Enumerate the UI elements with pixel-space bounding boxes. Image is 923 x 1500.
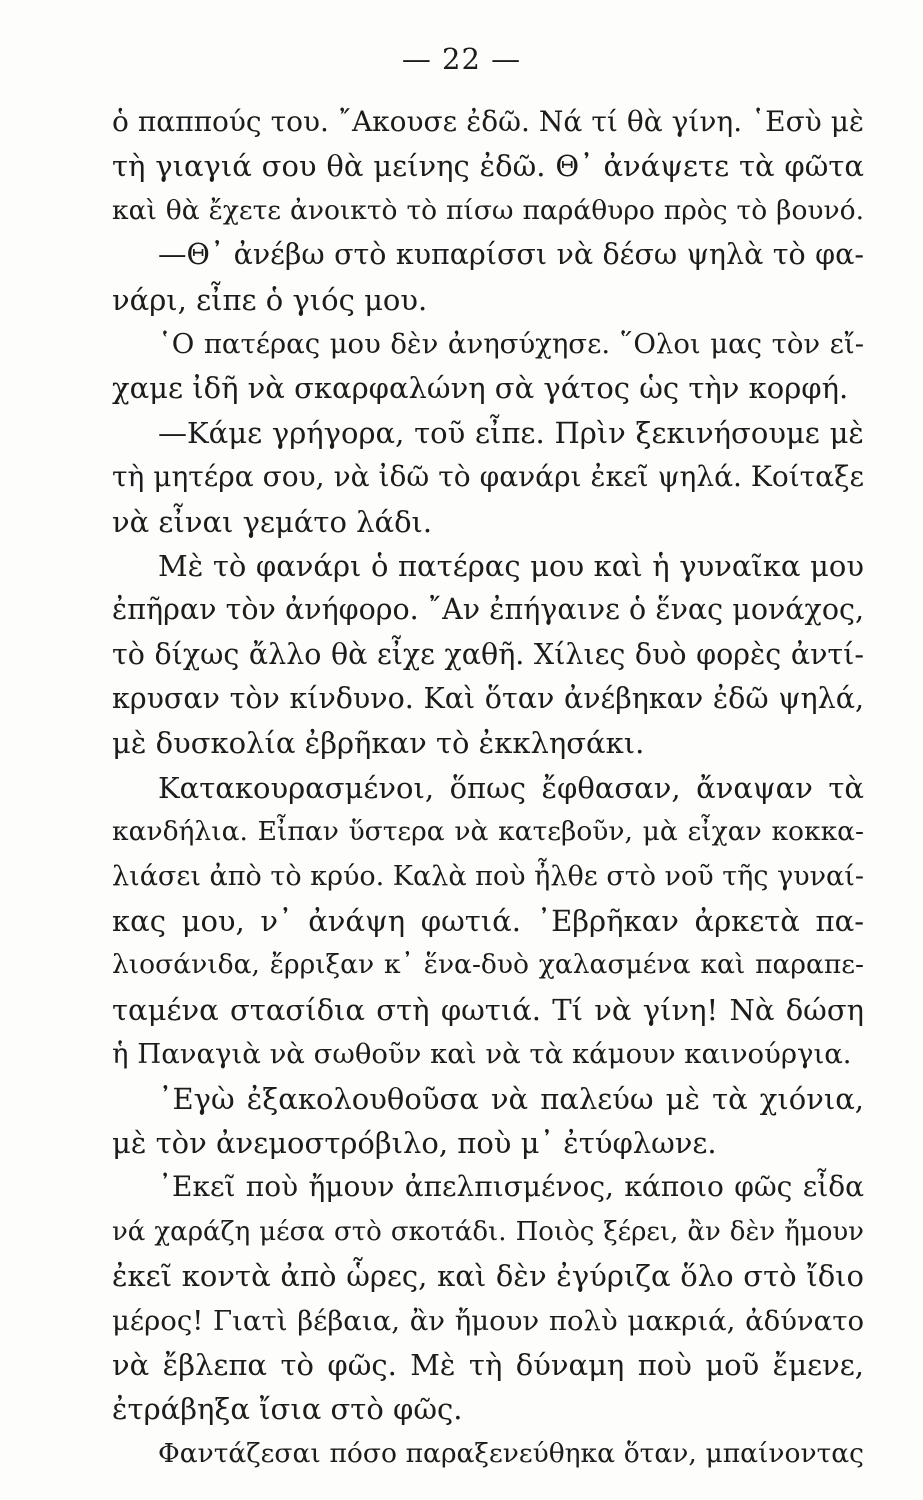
text-line: Κατακουρασμένοι, ὅπως ἔφθασαν, ἄναψαν τὰ — [158, 770, 864, 805]
text-line: ᾿Εκεῖ ποὺ ἤμουν ἀπελπισμένος, κάποιο φῶς εἶδα — [158, 1170, 864, 1204]
text-line: χαμε ἰδῆ νὰ σκαρφαλώνη σὰ γάτος ὡς τὴν κορφή. — [112, 371, 849, 406]
text-line: —Κάμε γρήγορα, τοῦ εἶπε. Πρὶν ξεκινήσουμε μὲ — [158, 415, 864, 450]
text-line: κανδήλια. Εἶπαν ὕστερα νὰ κατεβοῦν, μὰ εἶχαν κοκκα- — [112, 816, 864, 848]
text-line: ἐκεῖ κοντὰ ἀπὸ ὧρες, καὶ δὲν ἐγύριζα ὅλο στὸ ἴδιο — [112, 1259, 864, 1294]
body-text — [112, 100, 864, 1476]
page-number: — 22 — — [401, 42, 522, 76]
text-line: καὶ θὰ ἔχετε ἀνοικτὸ τὸ πίσω παράθυρο πρὸς τὸ βουνό. — [112, 194, 864, 226]
text-line: τὴ μητέρα σου, νὰ ἰδῶ τὸ φανάρι ἐκεῖ ψηλά. Κοίταξε — [112, 460, 864, 494]
text-line: νάρι, εἶπε ὁ γιός μου. — [112, 282, 428, 317]
text-line: κρυσαν τὸν κίνδυνο. Καὶ ὅταν ἀνέβηκαν ἐδῶ ψηλά, — [112, 682, 864, 716]
text-line: νὰ εἶναι γεμάτο λάδι. — [112, 504, 433, 539]
text-line: λιάσει ἀπὸ τὸ κρύο. Καλὰ ποὺ ἦλθε στὸ νοῦ τῆς γυναί- — [112, 860, 864, 892]
text-line: ἐπῆραν τὸν ἀνήφορο. ῎Αν ἐπήγαινε ὁ ἕνας μονάχος, — [112, 593, 864, 627]
text-line: ἡ Παναγιὰ νὰ σωθοῦν καὶ νὰ τὰ κάμουν καινούργια. — [112, 1038, 852, 1071]
text-line: τὴ γιαγιά σου θὰ μείνης ἐδῶ. Θ᾿ ἀνάψετε τὰ φῶτα — [112, 149, 864, 184]
text-line: κας μου, ν᾿ ἀνάψη φωτιά. ᾿Εβρῆκαν ἀρκετὰ πα- — [112, 904, 864, 939]
text-line: μὲ δυσκολία ἐβρῆκαν τὸ ἐκκλησάκι. — [112, 726, 645, 761]
text-line: νά χαράζη μέσα στὸ σκοτάδι. Ποιὸς ξέρει, ἂν δὲν ἤμουν — [112, 1216, 864, 1247]
text-line: Μὲ τὸ φανάρι ὁ πατέρας μου καὶ ἡ γυναῖκα μου — [158, 548, 864, 583]
text-line: μὲ τὸν ἀνεμοστρόβιλο, ποὺ μ᾿ ἐτύφλωνε. — [112, 1125, 717, 1160]
text-line: Φαντάζεσαι πόσο παραξενεύθηκα ὅταν, μπαίνοντας — [158, 1437, 864, 1469]
text-line: νὰ ἔβλεπα τὸ φῶς. Μὲ τὴ δύναμη ποὺ μοῦ ἔμενε, — [112, 1347, 864, 1382]
text-line: λιοσάνιδα, ἔρριξαν κ᾿ ἕνα-δυὸ χαλασμένα καὶ παραπε- — [112, 949, 864, 981]
text-line: ταμένα στασίδια στὴ φωτιά. Τί νὰ γίνη! Νὰ δώση — [112, 992, 864, 1027]
text-line: τὸ δίχως ἄλλο θὰ εἶχε χαθῆ. Χίλιες δυὸ φορὲς ἀντί- — [112, 637, 864, 671]
text-line: —Θ᾿ ἀνέβω στὸ κυπαρίσσι νὰ δέσω ψηλὰ τὸ φα- — [158, 238, 864, 272]
text-line: ἐτράβηξα ἴσια στὸ φῶς. — [112, 1392, 463, 1427]
text-line: μέρος! Γιατὶ βέβαια, ἂν ἤμουν πολὺ μακριά, ἀδύνατο — [112, 1304, 864, 1337]
text-line: ᾿Εγὼ ἐξακολουθοῦσα νὰ παλεύω μὲ τὰ χιόνια, — [158, 1081, 864, 1116]
text-line: ῾Ο πατέρας μου δὲν ἀνησύχησε. ῞Ολοι μας τὸν εἴ- — [158, 327, 864, 360]
text-line: ὁ παππούς του. ῎Ακουσε ἐδῶ. Νά τί θὰ γίνη. ῾Εσὺ μὲ — [112, 105, 864, 138]
